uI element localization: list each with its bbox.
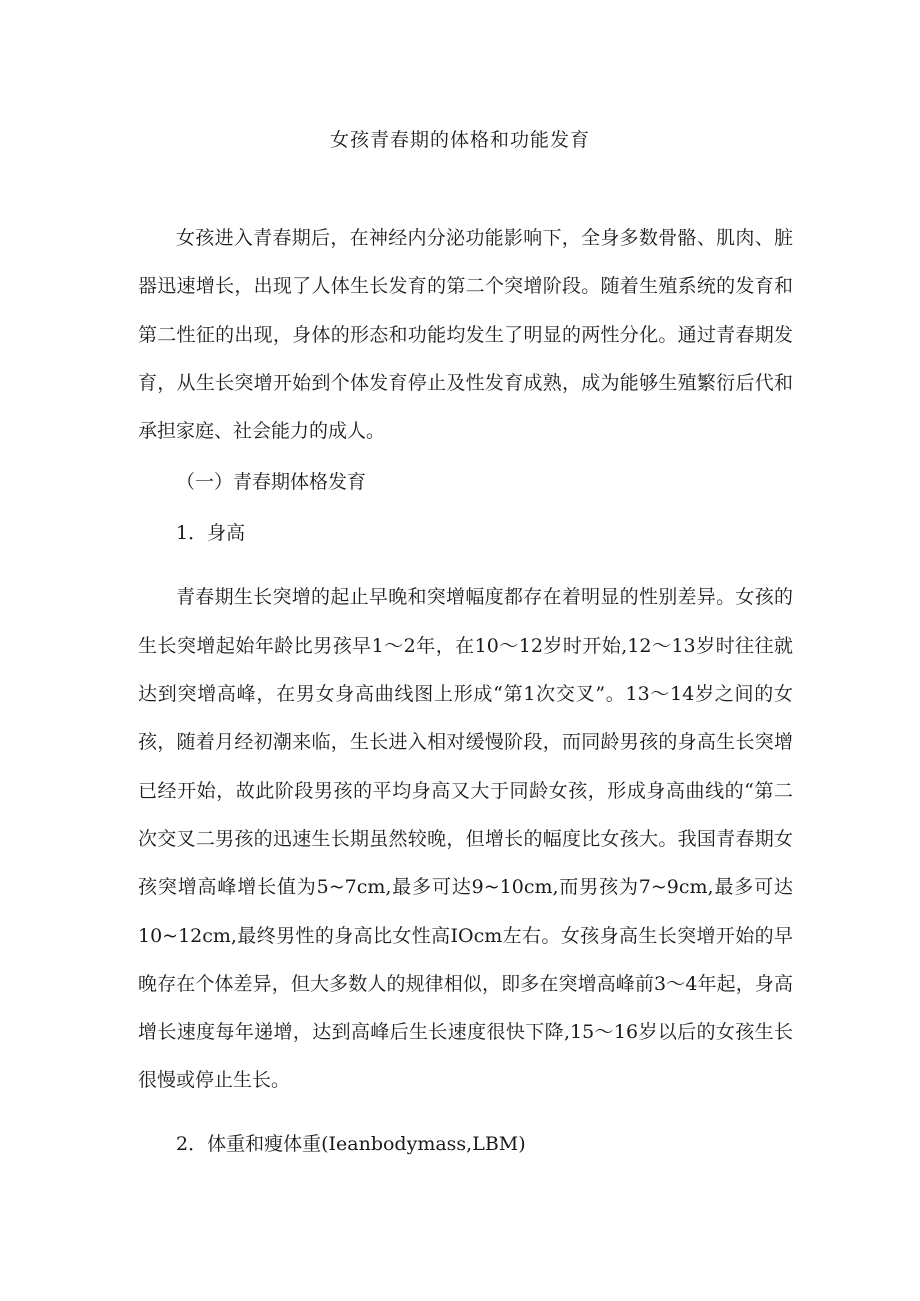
intro-paragraph: 女孩进入青春期后，在神经内分泌功能影响下，全身多数骨骼、肌肉、脏器迅速增长，出现了人体生长发育的第二个突增阶段。随着生殖系统的发育和第二性征的出现，身体的形态和功能均发生了明显的两性分化。通过青春期发育，从生长突增开始到个体发育停止及性发育成熟，成为能够生殖繁衍后代和承担家庭、社会能力的成人。	[138, 227, 793, 443]
document-body	[138, 214, 793, 1170]
section-heading-physical-development: （一）青春期体格发育	[176, 471, 367, 494]
subsection-heading-weight: 2．体重和瘦体重(Ieanbodymass,LBM)	[176, 1132, 526, 1155]
height-paragraph: 青春期生长突增的起止早晚和突增幅度都存在着明显的性别差异。女孩的生长突增起始年龄比男孩早1～2年，在10～12岁时开始,12～13岁时往往就达到突增高峰，在男女身高曲线图上形成“第1次交叉”。13～14岁之间的女孩，随着月经初潮来临，生长进入相对缓慢阶段，而同龄男孩的身高生长突增已经开始，故此阶段男孩的平均身高又大于同龄女孩，形成身高曲线的“第二次交叉二男孩的迅速生长期虽然较晚，但增长的幅度比女孩大。我国青春期女孩突增高峰增长值为5~7cm,最多可达9~10cm,而男孩为7~9cm,最多可达10~12cm,最终男性的身高比女性高IOcm左右。女孩身高生长突增开始的早晚存在个体差异，但大多数人的规律相似，即多在突增高峰前3～4年起，身高增长速度每年递增，达到高峰后生长速度很快下降,15～16岁以后的女孩生长很慢或停止生长。	[138, 586, 793, 1092]
document-title: 女孩青春期的体格和功能发育	[329, 129, 590, 151]
subsection-heading-height: 1．身高	[176, 522, 246, 545]
